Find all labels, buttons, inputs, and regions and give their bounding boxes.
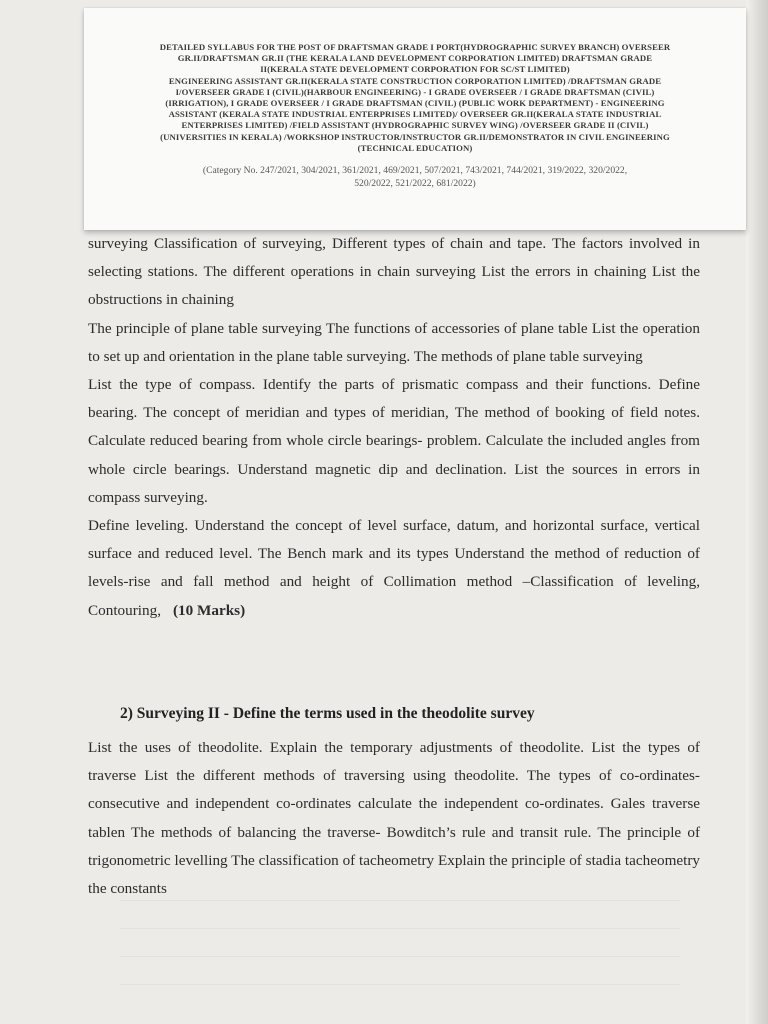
paragraph-text: Define leveling. Understand the concept of level surface, datum, and horizontal surface, vertical surface and reduced level. The Bench mark and its types Understand the method of reduction of levels-rise and fall method and height of Collimation method –Classification of leveling, Contouring, [88, 517, 700, 619]
paragraph: surveying Classification of surveying, Different types of chain and tape. The factors involved in selecting stations. The different operations in chain surveying List the errors in chaining List the obstructions in chaining [88, 235, 700, 309]
paragraph: The principle of plane table surveying The functions of accessories of plane table List the operation to set up and orientation in the plane table surveying. The methods of plane table surveying [88, 319, 700, 365]
header-line: (TECHNICAL EDUCATION) [357, 142, 473, 153]
syllabus-header-strip [84, 8, 746, 230]
post-title-block [84, 42, 746, 154]
header-line: (IRRIGATION), I GRADE OVERSEER / I GRADE DRAFTSMAN (CIVIL) (PUBLIC WORK DEPARTMENT) - ENGINEERING [165, 98, 665, 109]
header-line: ASSISTANT (KERALA STATE INDUSTRIAL ENTERPRISES LIMITED)/ OVERSEER GR.II(KERALA STATE INDUSTRIAL [168, 109, 662, 120]
marks-label: (10 Marks) [173, 601, 246, 619]
header-line: I/OVERSEER GRADE I (CIVIL)(HARBOUR ENGINEERING) - I GRADE OVERSEER / I GRADE DRAFTSMAN (CIVIL) [175, 86, 655, 97]
header-line: II(KERALA STATE DEVELOPMENT CORPORATION FOR SC/ST LIMITED) [260, 64, 570, 75]
paragraph: List the uses of theodolite. Explain the temporary adjustments of theodolite. List the types of traverse List the different methods of traversing using theodolite. The types of co-ordinates- consecutive and independent co-ordinates calculate the independent co-ordinates. Gales traverse tablen The methods of balancing the traverse- Bowditch’s rule and transit rule. The principle of trigonometric levelling The classification of tacheometry Explain the principle of stadia tacheometry the constants [88, 739, 700, 898]
header-line: ENGINEERING ASSISTANT GR.II(KERALA STATE CONSTRUCTION CORPORATION LIMITED) /DRAFTSMAN GRADE [168, 75, 662, 86]
section-2-body [88, 734, 700, 903]
bleed-through-text [120, 900, 680, 990]
paragraph: List the type of compass. Identify the parts of prismatic compass and their functions. Define bearing. The concept of meridian and types of meridian, The method of booking of field notes. Calculate reduced bearing from whole circle bearings- problem. Calculate the included angles from whole circle bearings. Understand magnetic dip and declination. List the sources in errors in compass surveying. [88, 376, 700, 506]
category-line: (Category No. 247/2021, 304/2021, 361/2021, 469/2021, 507/2021, 743/2021, 744/2021, 319/2022, 320/2022, [202, 165, 628, 176]
header-line: (UNIVERSITIES IN KERALA) /WORKSHOP INSTRUCTOR/INSTRUCTOR GR.II/DEMONSTRATOR IN CIVIL ENGINEERING [160, 131, 670, 142]
header-line: ENTERPRISES LIMITED) /FIELD ASSISTANT (HYDROGRAPHIC SURVEY WING) /OVERSEER GRADE II (CIVIL) [181, 120, 649, 131]
category-numbers [84, 164, 746, 190]
section-1-body [88, 230, 700, 625]
section-2-heading: 2) Surveying II - Define the terms used in the theodolite survey [120, 705, 535, 722]
page-edge [746, 0, 768, 1024]
header-line: GR.II/DRAFTSMAN GR.II (THE KERALA LAND DEVELOPMENT CORPORATION LIMITED) DRAFTSMAN GRADE [177, 53, 653, 64]
header-line: DETAILED SYLLABUS FOR THE POST OF DRAFTSMAN GRADE I PORT(HYDROGRAPHIC SURVEY BRANCH) OVERSEER [159, 42, 671, 52]
paragraph [88, 512, 700, 625]
category-line: 520/2022, 521/2022, 681/2022) [354, 178, 476, 189]
